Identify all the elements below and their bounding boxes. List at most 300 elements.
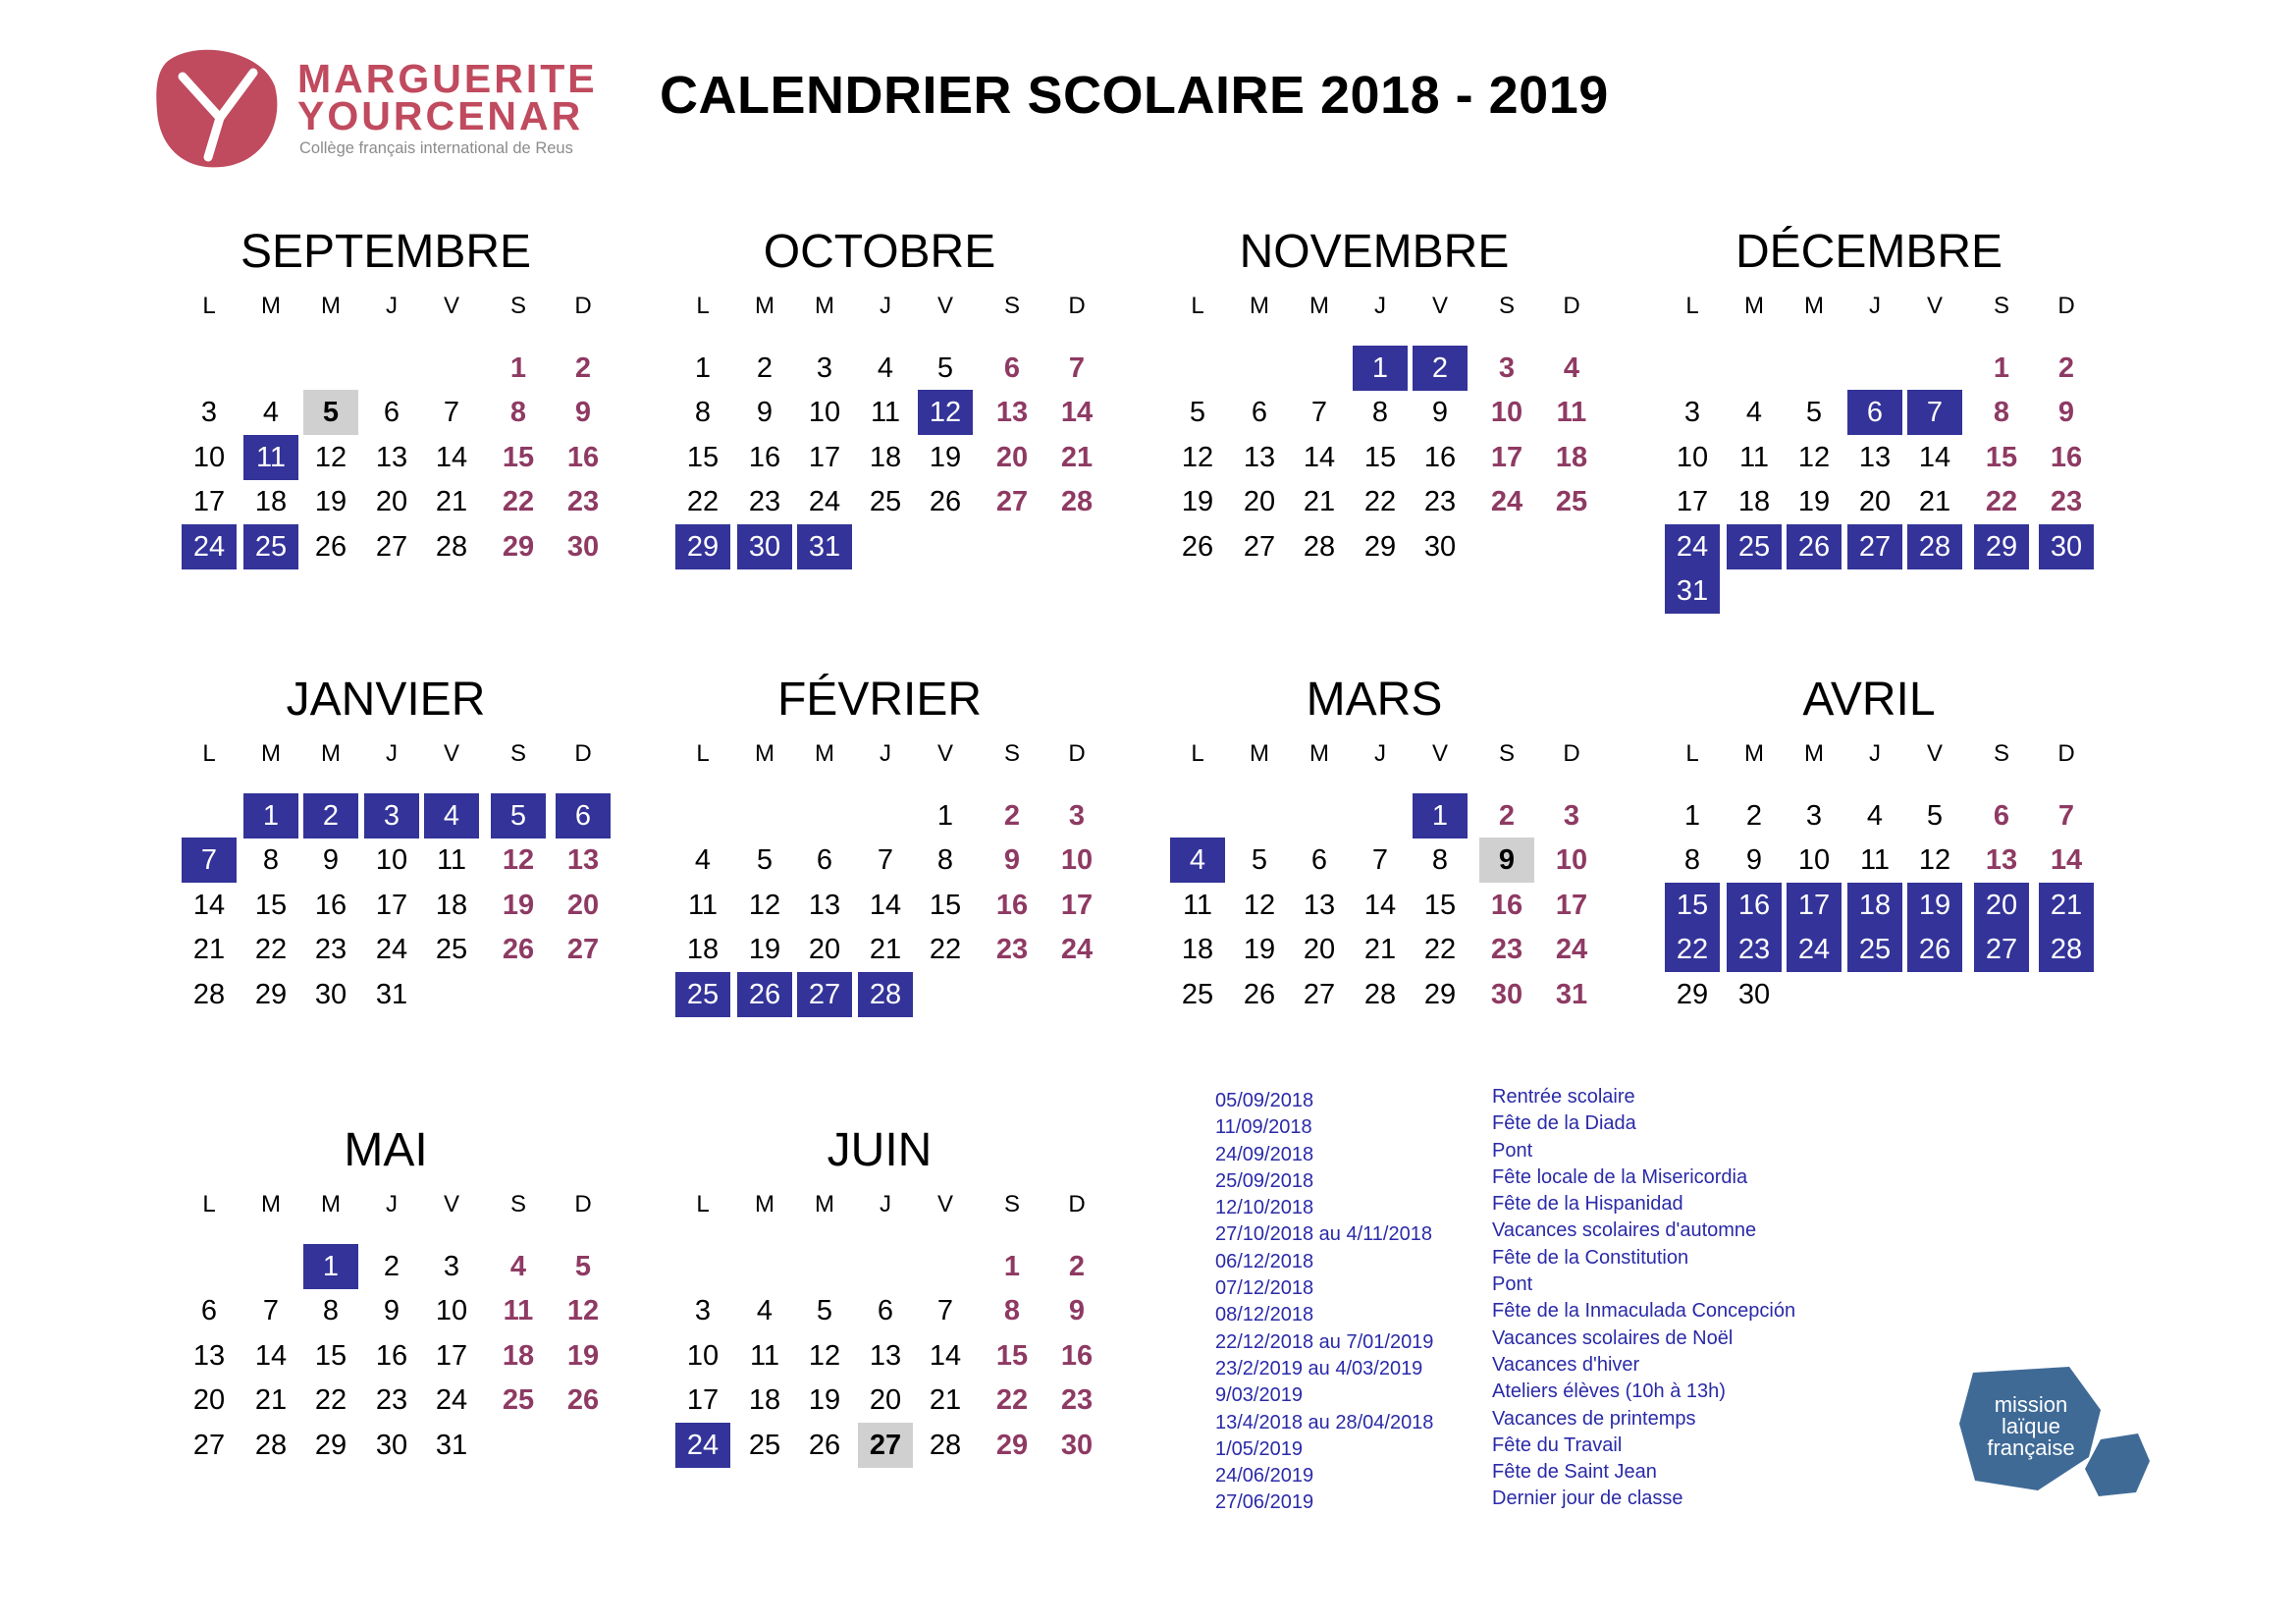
legend-label: Fête locale de la Misericordia xyxy=(1492,1165,1748,1188)
weekday-label: J xyxy=(386,293,398,319)
legend-date: 08/12/2018 xyxy=(1215,1304,1314,1326)
day-cell: 14 xyxy=(869,890,902,921)
day-cell: 16 xyxy=(375,1340,408,1372)
day-cell: 13 xyxy=(375,442,408,473)
month-name: MARS xyxy=(1306,674,1443,726)
day-cell: 15 xyxy=(1363,442,1397,473)
day-cell: 10 xyxy=(1555,844,1588,876)
day-cell: 22 xyxy=(686,486,720,517)
day-cell: 10 xyxy=(686,1340,720,1372)
month-6 xyxy=(1158,674,1590,1066)
day-cell: 6 xyxy=(1003,352,1021,384)
day-cell: 19 xyxy=(1797,486,1831,517)
day-cell: 14 xyxy=(929,1340,962,1372)
day-cell: 30 xyxy=(1737,979,1771,1010)
day-cell: 8 xyxy=(1003,1295,1021,1326)
day-cell: 4 xyxy=(424,793,479,839)
day-cell: 9 xyxy=(574,397,592,428)
day-cell: 24 xyxy=(1555,934,1588,965)
day-cell: 6 xyxy=(1993,800,2010,832)
day-cell: 4 xyxy=(756,1295,774,1326)
day-cell: 11 xyxy=(243,435,298,480)
day-cell: 24 xyxy=(1060,934,1094,965)
day-cell: 7 xyxy=(443,397,460,428)
day-cell: 25 xyxy=(869,486,902,517)
weekday-label: S xyxy=(1498,740,1515,767)
day-cell: 20 xyxy=(995,442,1029,473)
weekday-label: V xyxy=(1926,293,1943,319)
weekday-label: J xyxy=(386,1191,398,1217)
day-cell: 17 xyxy=(435,1340,468,1372)
day-cell: 21 xyxy=(1363,934,1397,965)
day-cell: 3 xyxy=(1683,397,1701,428)
day-cell: 27 xyxy=(858,1423,913,1468)
day-cell: 14 xyxy=(1363,890,1397,921)
day-cell: 7 xyxy=(262,1295,280,1326)
day-cell: 22 xyxy=(502,486,535,517)
logo-subtitle: Collège français international de Reus xyxy=(299,139,573,157)
day-cell: 26 xyxy=(314,531,347,563)
day-cell: 30 xyxy=(375,1430,408,1461)
day-cell: 7 xyxy=(2057,800,2075,832)
weekday-label: S xyxy=(1003,740,1020,767)
weekday-label: M xyxy=(261,1191,281,1217)
day-cell: 12 xyxy=(748,890,781,921)
day-cell: 17 xyxy=(192,486,226,517)
day-cell: 26 xyxy=(1787,524,1842,569)
day-cell: 5 xyxy=(574,1251,592,1282)
day-cell: 7 xyxy=(182,838,237,883)
day-cell: 1 xyxy=(1413,793,1468,839)
weekday-label: M xyxy=(321,740,341,767)
day-cell: 17 xyxy=(808,442,841,473)
month-3 xyxy=(1653,226,2085,619)
day-cell: 10 xyxy=(435,1295,468,1326)
day-cell: 15 xyxy=(254,890,288,921)
weekday-label: V xyxy=(936,293,953,319)
weekday-label: V xyxy=(936,740,953,767)
day-cell: 2 xyxy=(1745,800,1763,832)
logo-text-line2: YOURCENAR xyxy=(297,93,584,138)
month-8 xyxy=(170,1124,602,1517)
day-cell: 30 xyxy=(314,979,347,1010)
day-cell: 21 xyxy=(192,934,226,965)
day-cell: 10 xyxy=(1797,844,1831,876)
day-cell: 27 xyxy=(1847,524,1902,569)
day-cell: 27 xyxy=(1303,979,1336,1010)
legend-row xyxy=(1215,1247,1843,1273)
month-7 xyxy=(1653,674,2085,1066)
day-cell: 9 xyxy=(1479,838,1534,883)
day-cell: 4 xyxy=(1563,352,1580,384)
legend-label: Fête de Saint Jean xyxy=(1492,1461,1657,1484)
logo-text-line1: MARGUERITE xyxy=(297,56,598,101)
day-cell: 25 xyxy=(502,1384,535,1416)
day-cell: 26 xyxy=(737,972,792,1017)
day-cell: 20 xyxy=(192,1384,226,1416)
weekday-label: V xyxy=(443,740,459,767)
day-cell: 28 xyxy=(254,1430,288,1461)
day-cell: 12 xyxy=(314,442,347,473)
day-cell: 1 xyxy=(303,1244,358,1289)
weekday-label: L xyxy=(202,293,216,319)
day-cell: 13 xyxy=(869,1340,902,1372)
day-cell: 27 xyxy=(995,486,1029,517)
day-cell: 31 xyxy=(435,1430,468,1461)
day-cell: 2 xyxy=(1003,800,1021,832)
day-cell: 16 xyxy=(1060,1340,1094,1372)
legend-date: 06/12/2018 xyxy=(1215,1250,1314,1272)
day-cell: 20 xyxy=(566,890,600,921)
day-cell: 23 xyxy=(566,486,600,517)
day-cell: 16 xyxy=(314,890,347,921)
day-cell: 6 xyxy=(1251,397,1268,428)
day-cell: 18 xyxy=(1555,442,1588,473)
day-cell: 22 xyxy=(1423,934,1457,965)
day-cell: 9 xyxy=(383,1295,400,1326)
day-cell: 23 xyxy=(1423,486,1457,517)
day-cell: 22 xyxy=(929,934,962,965)
day-cell: 29 xyxy=(1676,979,1709,1010)
day-cell: 11 xyxy=(1556,397,1587,428)
weekday-label: M xyxy=(755,740,774,767)
mission-logo-line2: laïque xyxy=(2002,1414,2060,1438)
weekday-label: V xyxy=(1431,293,1448,319)
day-cell: 19 xyxy=(502,890,535,921)
day-cell: 22 xyxy=(254,934,288,965)
weekday-label: D xyxy=(2057,293,2075,319)
day-cell: 6 xyxy=(200,1295,218,1326)
day-cell: 12 xyxy=(1797,442,1831,473)
day-cell: 9 xyxy=(1745,844,1763,876)
day-cell: 16 xyxy=(748,442,781,473)
day-cell: 15 xyxy=(502,442,535,473)
day-cell: 22 xyxy=(1985,486,2018,517)
day-cell: 18 xyxy=(1847,883,1902,928)
day-cell: 18 xyxy=(254,486,288,517)
legend-date: 13/4/2018 au 28/04/2018 xyxy=(1215,1411,1434,1434)
weekday-label: M xyxy=(1309,293,1329,319)
weekday-label: L xyxy=(696,293,710,319)
day-cell: 15 xyxy=(929,890,962,921)
month-1 xyxy=(664,226,1095,619)
day-cell: 11 xyxy=(436,844,467,876)
day-cell: 28 xyxy=(192,979,226,1010)
legend-date: 12/10/2018 xyxy=(1215,1197,1314,1219)
day-cell: 5 xyxy=(1189,397,1206,428)
legend-date: 05/09/2018 xyxy=(1215,1090,1314,1111)
day-cell: 16 xyxy=(1423,442,1457,473)
day-cell: 19 xyxy=(1907,883,1962,928)
day-cell: 23 xyxy=(748,486,781,517)
month-5 xyxy=(664,674,1095,1066)
day-cell: 24 xyxy=(1490,486,1523,517)
day-cell: 30 xyxy=(737,524,792,569)
day-cell: 21 xyxy=(1060,442,1094,473)
month-9 xyxy=(664,1124,1095,1517)
legend-label: Pont xyxy=(1492,1139,1533,1162)
day-cell: 13 xyxy=(1858,442,1892,473)
weekday-label: M xyxy=(1309,740,1329,767)
day-cell: 6 xyxy=(1847,390,1902,435)
weekday-label: L xyxy=(1191,293,1204,319)
legend-row xyxy=(1215,1327,1843,1354)
day-cell: 18 xyxy=(869,442,902,473)
month-name: FÉVRIER xyxy=(776,674,983,726)
day-cell: 9 xyxy=(756,397,774,428)
legend-label: Fête de la Hispanidad xyxy=(1492,1193,1683,1216)
weekday-label: S xyxy=(509,1191,526,1217)
mission-logo-line1: mission xyxy=(1994,1392,2068,1417)
weekday-label: L xyxy=(202,740,216,767)
weekday-label: S xyxy=(1498,293,1515,319)
day-cell: 17 xyxy=(375,890,408,921)
day-cell: 23 xyxy=(995,934,1029,965)
day-cell: 19 xyxy=(1181,486,1214,517)
day-cell: 3 xyxy=(443,1251,460,1282)
weekday-label: S xyxy=(1003,1191,1020,1217)
day-cell: 19 xyxy=(929,442,962,473)
day-cell: 5 xyxy=(1805,397,1823,428)
legend-date: 22/12/2018 au 7/01/2019 xyxy=(1215,1330,1434,1353)
legend-date: 11/09/2018 xyxy=(1215,1116,1312,1139)
weekday-label: D xyxy=(2057,740,2075,767)
day-cell: 29 xyxy=(254,979,288,1010)
day-cell: 29 xyxy=(675,524,730,569)
day-cell: 3 xyxy=(1498,352,1516,384)
day-cell: 27 xyxy=(1974,927,2029,972)
month-name: JANVIER xyxy=(286,674,486,726)
legend-label: Rentrée scolaire xyxy=(1492,1086,1635,1108)
day-cell: 11 xyxy=(1182,890,1213,921)
day-cell: 21 xyxy=(1303,486,1336,517)
weekday-label: S xyxy=(509,740,526,767)
day-cell: 8 xyxy=(1431,844,1449,876)
mission-logo-line3: française xyxy=(1987,1435,2075,1460)
day-cell: 14 xyxy=(254,1340,288,1372)
day-cell: 18 xyxy=(748,1384,781,1416)
day-cell: 14 xyxy=(435,442,468,473)
day-cell: 22 xyxy=(1363,486,1397,517)
day-cell: 10 xyxy=(808,397,841,428)
day-cell: 6 xyxy=(1310,844,1328,876)
day-cell: 8 xyxy=(262,844,280,876)
month-name: MAI xyxy=(344,1124,428,1176)
day-cell: 23 xyxy=(1060,1384,1094,1416)
day-cell: 18 xyxy=(1181,934,1214,965)
day-cell: 24 xyxy=(375,934,408,965)
day-cell: 19 xyxy=(748,934,781,965)
day-cell: 17 xyxy=(1060,890,1094,921)
legend-label: Fête du Travail xyxy=(1492,1434,1623,1456)
mission-laique-logo xyxy=(1953,1361,2160,1508)
weekday-label: J xyxy=(386,740,398,767)
legend-date: 27/06/2019 xyxy=(1215,1491,1314,1514)
weekday-label: J xyxy=(1869,740,1881,767)
day-cell: 20 xyxy=(1243,486,1276,517)
day-cell: 23 xyxy=(314,934,347,965)
day-cell: 12 xyxy=(502,844,535,876)
day-cell: 12 xyxy=(1918,844,1951,876)
day-cell: 5 xyxy=(303,390,358,435)
weekday-label: L xyxy=(1191,740,1204,767)
day-cell: 26 xyxy=(1243,979,1276,1010)
day-cell: 5 xyxy=(936,352,954,384)
day-cell: 28 xyxy=(1060,486,1094,517)
page-title: CALENDRIER SCOLAIRE 2018 - 2019 xyxy=(660,66,1609,125)
day-cell: 8 xyxy=(322,1295,340,1326)
day-cell: 24 xyxy=(435,1384,468,1416)
day-cell: 25 xyxy=(243,524,298,569)
month-2 xyxy=(1158,226,1590,619)
school-logo xyxy=(155,47,597,170)
weekday-label: S xyxy=(1003,293,1020,319)
day-cell: 27 xyxy=(797,972,852,1017)
month-4 xyxy=(170,674,602,1066)
day-cell: 24 xyxy=(1787,927,1842,972)
weekday-label: V xyxy=(443,293,459,319)
day-cell: 25 xyxy=(748,1430,781,1461)
legend-label: Vacances d'hiver xyxy=(1492,1353,1640,1376)
day-cell: 11 xyxy=(870,397,901,428)
weekday-label: S xyxy=(1993,740,2009,767)
day-cell: 9 xyxy=(2057,397,2075,428)
day-cell: 13 xyxy=(192,1340,226,1372)
day-cell: 17 xyxy=(686,1384,720,1416)
day-cell: 26 xyxy=(1181,531,1214,563)
day-cell: 25 xyxy=(435,934,468,965)
day-cell: 10 xyxy=(1490,397,1523,428)
day-cell: 15 xyxy=(314,1340,347,1372)
weekday-label: S xyxy=(1993,293,2009,319)
day-cell: 23 xyxy=(375,1384,408,1416)
day-cell: 2 xyxy=(1413,346,1468,391)
day-cell: 4 xyxy=(1745,397,1763,428)
day-cell: 14 xyxy=(192,890,226,921)
day-cell: 12 xyxy=(1243,890,1276,921)
day-cell: 2 xyxy=(303,793,358,839)
legend-row xyxy=(1215,1140,1843,1166)
day-cell: 10 xyxy=(1676,442,1709,473)
day-cell: 13 xyxy=(995,397,1029,428)
weekday-label: J xyxy=(1869,293,1881,319)
day-cell: 14 xyxy=(1918,442,1951,473)
day-cell: 20 xyxy=(808,934,841,965)
day-cell: 1 xyxy=(1003,1251,1021,1282)
day-cell: 22 xyxy=(1665,927,1720,972)
day-cell: 10 xyxy=(375,844,408,876)
day-cell: 25 xyxy=(1181,979,1214,1010)
day-cell: 30 xyxy=(1060,1430,1094,1461)
day-cell: 16 xyxy=(566,442,600,473)
day-cell: 9 xyxy=(1003,844,1021,876)
day-cell: 7 xyxy=(1068,352,1086,384)
month-name: NOVEMBRE xyxy=(1239,226,1510,278)
weekday-label: V xyxy=(936,1191,953,1217)
day-cell: 3 xyxy=(364,793,419,839)
day-cell: 15 xyxy=(1423,890,1457,921)
day-cell: 11 xyxy=(749,1340,780,1372)
day-cell: 28 xyxy=(1303,531,1336,563)
legend-date: 27/10/2018 au 4/11/2018 xyxy=(1215,1223,1432,1246)
day-cell: 1 xyxy=(1683,800,1701,832)
weekday-label: J xyxy=(1374,293,1386,319)
day-cell: 19 xyxy=(314,486,347,517)
weekday-label: D xyxy=(574,740,592,767)
weekday-label: S xyxy=(509,293,526,319)
day-cell: 4 xyxy=(877,352,894,384)
day-cell: 28 xyxy=(435,531,468,563)
day-cell: 21 xyxy=(869,934,902,965)
day-cell: 1 xyxy=(936,800,954,832)
weekday-label: V xyxy=(1926,740,1943,767)
day-cell: 13 xyxy=(566,844,600,876)
day-cell: 18 xyxy=(435,890,468,921)
day-cell: 20 xyxy=(1303,934,1336,965)
weekday-label: D xyxy=(1563,293,1580,319)
day-cell: 12 xyxy=(808,1340,841,1372)
weekday-label: M xyxy=(1804,293,1824,319)
day-cell: 24 xyxy=(808,486,841,517)
day-cell: 15 xyxy=(1665,883,1720,928)
legend-row xyxy=(1215,1193,1843,1219)
day-cell: 13 xyxy=(1985,844,2018,876)
day-cell: 9 xyxy=(322,844,340,876)
weekday-label: D xyxy=(1563,740,1580,767)
day-cell: 19 xyxy=(1243,934,1276,965)
day-cell: 7 xyxy=(1310,397,1328,428)
weekday-label: M xyxy=(1744,740,1764,767)
day-cell: 12 xyxy=(1181,442,1214,473)
day-cell: 3 xyxy=(816,352,833,384)
day-cell: 30 xyxy=(2039,524,2094,569)
legend-row xyxy=(1215,1112,1843,1139)
legend-row xyxy=(1215,1354,1843,1380)
legend-row xyxy=(1215,1166,1843,1193)
day-cell: 28 xyxy=(1907,524,1962,569)
legend-label: Fête de la Constitution xyxy=(1492,1246,1689,1269)
day-cell: 29 xyxy=(1423,979,1457,1010)
day-cell: 2 xyxy=(2057,352,2075,384)
day-cell: 13 xyxy=(1243,442,1276,473)
day-cell: 3 xyxy=(1068,800,1086,832)
day-cell: 12 xyxy=(918,390,973,435)
day-cell: 22 xyxy=(995,1384,1029,1416)
legend-date: 23/2/2019 au 4/03/2019 xyxy=(1215,1357,1423,1380)
day-cell: 21 xyxy=(254,1384,288,1416)
weekday-label: M xyxy=(1804,740,1824,767)
weekday-label: D xyxy=(574,293,592,319)
day-cell: 26 xyxy=(502,934,535,965)
day-cell: 27 xyxy=(375,531,408,563)
day-cell: 20 xyxy=(869,1384,902,1416)
weekday-label: M xyxy=(1250,293,1269,319)
legend-row xyxy=(1215,1488,1843,1514)
day-cell: 6 xyxy=(816,844,833,876)
day-cell: 27 xyxy=(192,1430,226,1461)
legend-row xyxy=(1215,1380,1843,1407)
weekday-label: D xyxy=(1068,1191,1086,1217)
day-cell: 8 xyxy=(936,844,954,876)
weekday-label: M xyxy=(321,293,341,319)
day-cell: 8 xyxy=(1993,397,2010,428)
month-0 xyxy=(170,226,602,619)
day-cell: 15 xyxy=(995,1340,1029,1372)
day-cell: 5 xyxy=(756,844,774,876)
day-cell: 29 xyxy=(502,531,535,563)
day-cell: 11 xyxy=(1859,844,1891,876)
day-cell: 6 xyxy=(383,397,400,428)
